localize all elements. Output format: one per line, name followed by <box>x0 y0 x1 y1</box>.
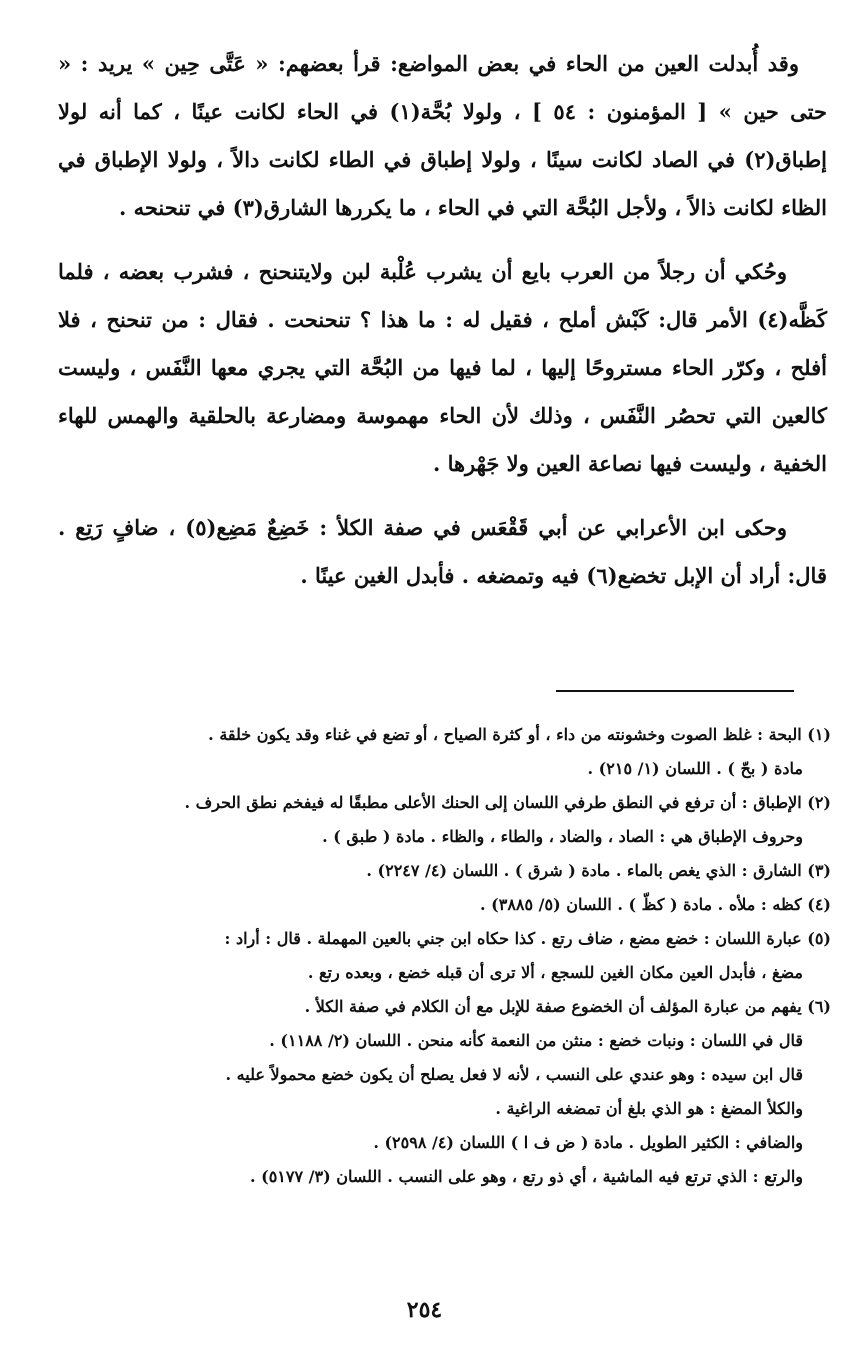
footnote-6 <box>50 990 831 1194</box>
paragraph-3: وحكى ابن الأعرابي عن أبي قَقْعَس في صفة الكلأ : خَضِعٌ مَضِع(٥) ، ضافٍ رَتِع . قال: أراد أن الإبل تخضع(٦) فيه وتمضغه . فأبدل الغين عينًا . <box>58 515 827 588</box>
footnote-line: (٤) كظه : ملأه . مادة ( كظّ ) . اللسان (٥/ ٣٨٨٥) . <box>480 895 831 914</box>
paragraph-1: وقد أُبدلت العين من الحاء في بعض المواضع: قرأ بعضهم: « عَتَّى حِين » يريد : « حتى حين » [ المؤمنون : ٥٤ ] ، ولولا بُحَّة(١) في الحاء لكانت عينًا ، كما أنه لولا إطباق(٢) في الصاد لكانت سينًا ، ولولا إطباق في الطاء لكانت دالاً ، ولولا الإطباق في الظاء لكانت ذالاً ، ولأجل البُحَّة التي في الحاء ، ما يكررها الشارق(٣) في تنحنحه . <box>58 51 827 220</box>
footnote-line: قال ابن سيده : وهو عندي على النسب ، لأنه لا فعل يصلح أن يكون خضع محمولاً عليه . <box>225 1065 803 1084</box>
footnote-line: قال في اللسان : ونبات خضع : منثن من النعمة كأنه منحن . اللسان (٢/ ١١٨٨) . <box>269 1031 803 1050</box>
footnote-4 <box>50 888 831 922</box>
footnote-line: مضغ ، فأبدل العين مكان الغين للسجع ، ألا ترى أن قبله خضع ، وبعده رتع . <box>307 963 803 982</box>
footnotes <box>50 718 831 1194</box>
footnote-separator <box>556 690 794 692</box>
paragraph-2: وحُكي أن رجلاً من العرب بايع أن يشرب عُلْبة لبن ولايتنحنح ، فشرب بعضه ، فلما كَظَّه(٤) الأمر قال: كَبْش أملح ، فقيل له : ما هذا ؟ تنحنحت . فقال : من تنحنح ، فلا أفلح ، وكرّر الحاء مستروحًا إليها ، لما فيها من البُحَّة التي يجري معها النَّفَس ، وليست كالعين التي تحصُر النَّفَس ، وذلك لأن الحاء مهموسة ومضارعة بالحلقية والهمس للهاء الخفية ، وليست فيها نصاعة العين ولا جَهْرها . <box>58 259 827 476</box>
footnote-line: (٢) الإطباق : أن ترفع في النطق طرفي اللسان إلى الحنك الأعلى مطبقًا له فيفخم نطق الحرف . <box>184 793 831 812</box>
footnote-line: (٦) يفهم من عبارة المؤلف أن الخضوع صفة للإبل مع أن الكلام في صفة الكلأ . <box>304 997 831 1016</box>
footnote-line: (٥) عبارة اللسان : خضع مضع ، ضاف رتع . كذا حكاه ابن جني بالعين المهملة . قال : أراد : <box>224 929 831 948</box>
footnote-3 <box>50 854 831 888</box>
main-text <box>58 40 827 600</box>
footnote-2 <box>50 786 831 854</box>
footnote-line: وحروف الإطباق هي : الصاد ، والضاد ، والطاء ، والظاء . مادة ( طبق ) . <box>322 827 803 846</box>
footnote-1 <box>50 718 831 786</box>
footnote-line: والكلأ المضغ : هو الذي بلغ أن تمضغه الراغية . <box>495 1099 803 1118</box>
footnote-line: مادة ( بحّ ) . اللسان (١/ ٢١٥) . <box>587 759 803 778</box>
page-number: ٢٥٤ <box>406 1297 443 1323</box>
footnote-line: والضافي : الكثير الطويل . مادة ( ض ف ا ) اللسان (٤/ ٢٥٩٨) . <box>373 1133 803 1152</box>
footnote-line: والرتع : الذي ترتع فيه الماشية ، أي ذو رتع ، وهو على النسب . اللسان (٣/ ٥١٧٧) . <box>249 1167 803 1186</box>
footnote-line: (١) البحة : غلظ الصوت وخشونته من داء ، أو كثرة الصياح ، أو تضع في غناء وقد يكون خلقة . <box>208 725 831 744</box>
footnote-line: (٣) الشارق : الذي يغص بالماء . مادة ( شرق ) . اللسان (٤/ ٢٢٤٧) . <box>366 861 831 880</box>
footnote-5 <box>50 922 831 990</box>
